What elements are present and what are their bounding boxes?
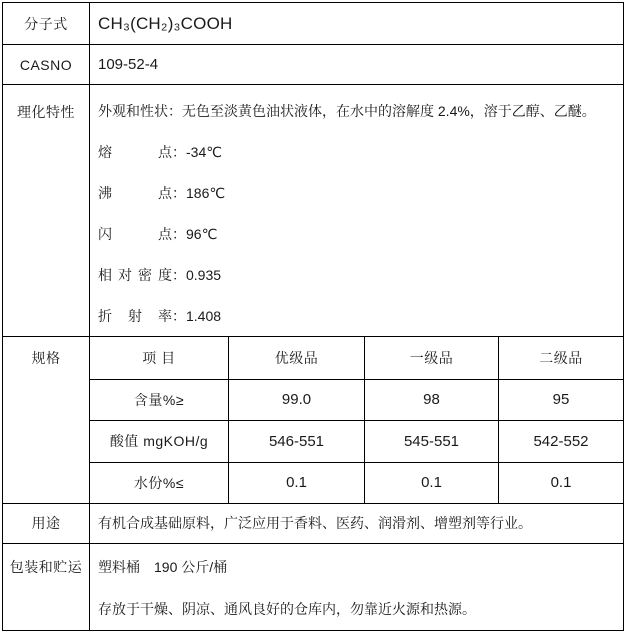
refractive-index-label: 折射率	[98, 308, 172, 325]
boiling-point-line	[98, 173, 623, 214]
colon-separator: ：	[172, 185, 186, 202]
spec-acid-value-second: 542-552	[499, 421, 623, 463]
spec-content-first: 98	[365, 380, 499, 421]
colon-separator: ：	[172, 226, 186, 243]
colon-separator: ：	[172, 308, 186, 325]
casno-label: CASNO	[3, 45, 90, 83]
spec-moisture-item: 水份%≤	[90, 463, 229, 503]
boiling-point-value: 186℃	[186, 184, 226, 201]
colon-separator: ：	[172, 144, 186, 161]
packing-content	[90, 544, 623, 630]
spec-label: 规格	[3, 337, 90, 503]
usage-value: 有机合成基础原料，广泛应用于香料、医药、润滑剂、增塑剂等行业。	[98, 515, 532, 532]
appearance-line: 外观和性状：无色至淡黄色油状液体，在水中的溶解度 2.4%，溶于乙醇、乙醚。	[98, 103, 596, 120]
melting-point-value: -34℃	[186, 143, 222, 160]
spec-table	[90, 337, 623, 503]
formula-row	[3, 3, 623, 45]
packing-row	[3, 544, 623, 630]
packing-line-1: 塑料桶 190 公斤/桶	[98, 559, 228, 575]
usage-row	[3, 504, 623, 544]
packing-line-2: 存放于干燥、阴凉、通风良好的仓库内，勿靠近火源和热源。	[98, 601, 476, 617]
spec-header-item: 项 目	[90, 337, 229, 380]
physical-properties-row	[3, 85, 623, 337]
refractive-index-value: 1.408	[186, 308, 222, 325]
spec-moisture-second: 0.1	[550, 474, 572, 492]
spec-header-premium-grade: 优级品	[229, 337, 365, 380]
spec-content-second: 95	[499, 380, 623, 421]
spec-row	[3, 337, 623, 504]
spec-content-item: 含量%≥	[90, 380, 229, 421]
packing-label: 包装和贮运	[3, 544, 90, 630]
melting-point-label: 熔点	[98, 144, 172, 161]
spec-moisture-premium: 0.1	[229, 463, 365, 503]
flash-point-value: 96℃	[186, 225, 218, 242]
boiling-point-label: 沸点	[98, 185, 172, 202]
relative-density-label: 相对密度	[98, 267, 172, 284]
flash-point-label: 闪点	[98, 226, 172, 243]
physical-properties-content	[90, 85, 623, 336]
melting-point-line	[98, 132, 623, 173]
spec-moisture-first: 0.1	[365, 463, 499, 503]
spec-header-first-grade: 一级品	[365, 337, 499, 380]
physical-properties-label: 理化特性	[3, 85, 90, 336]
usage-label: 用途	[3, 504, 90, 543]
flash-point-line	[98, 214, 623, 255]
casno-row	[3, 45, 623, 84]
formula-value: CH₃(CH₂)₃COOH	[98, 13, 233, 33]
refractive-index-line	[98, 296, 623, 337]
formula-label: 分子式	[3, 3, 90, 44]
product-spec-table	[2, 2, 624, 631]
colon-separator: ：	[172, 267, 186, 284]
relative-density-line	[98, 255, 623, 296]
casno-value: 109-52-4	[98, 56, 159, 74]
relative-density-value: 0.935	[186, 267, 222, 284]
spec-content-premium: 99.0	[229, 380, 365, 421]
spec-acid-value-first: 545-551	[365, 421, 499, 463]
spec-acid-value-premium: 546-551	[229, 421, 365, 463]
spec-acid-value-item: 酸值 mgKOH/g	[90, 421, 229, 463]
spec-header-second-grade: 二级品	[499, 337, 623, 380]
